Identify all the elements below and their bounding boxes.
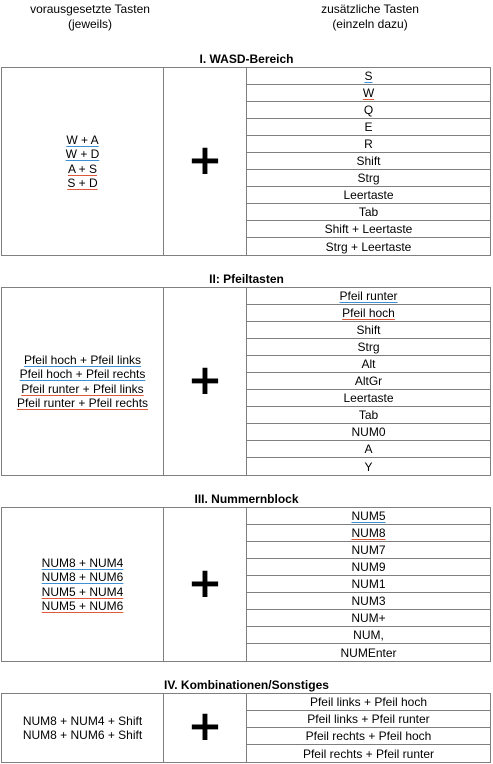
key-label: Strg (357, 340, 380, 354)
combo-entry: Pfeil hoch + Pfeil links (23, 352, 142, 367)
key-label: Pfeil rechts + Pfeil hoch (305, 729, 432, 743)
key-label: W (362, 86, 375, 100)
key-label: Strg + Leertaste (325, 239, 412, 254)
key-combination-table (1, 507, 491, 662)
key-row (247, 373, 490, 390)
key-label: S (364, 69, 373, 83)
section-title: III. Nummernblock (194, 492, 299, 506)
key-row (247, 407, 490, 424)
key-label: Pfeil links + Pfeil runter (307, 712, 430, 726)
key-row (247, 136, 490, 153)
header-additional-keys (255, 2, 485, 32)
key-label: Pfeil links + Pfeil hoch (309, 695, 428, 709)
key-label: NUM7 (351, 543, 386, 557)
plus-icon: + (187, 354, 223, 404)
key-row (247, 153, 490, 170)
section-title: IV. Kombinationen/Sonstiges (164, 678, 329, 692)
key-row (247, 745, 490, 762)
key-row (247, 542, 490, 559)
plus-cell (164, 68, 247, 255)
key-row (247, 525, 490, 542)
key-row (247, 508, 490, 525)
combo-entry: A + S (67, 161, 98, 176)
prerequisite-combos-cell (2, 288, 164, 475)
combo-entry: NUM8 + NUM4 + Shift (22, 713, 143, 728)
additional-keys-list (247, 508, 490, 661)
plus-icon: + (187, 557, 223, 607)
key-label: Shift (356, 154, 381, 168)
combo-entry: Pfeil runter + Pfeil rechts (16, 396, 149, 410)
key-label: Pfeil rechts + Pfeil runter (302, 746, 435, 761)
additional-keys-list (247, 694, 490, 762)
key-label: Shift (356, 323, 381, 337)
key-row (247, 102, 490, 119)
combo-entry: NUM5 + NUM4 (41, 584, 124, 599)
key-row (247, 238, 490, 255)
key-row (247, 204, 490, 221)
key-row (247, 339, 490, 356)
header-left-line1: vorausgesetzte Tasten (30, 2, 150, 16)
key-label: R (364, 137, 373, 151)
key-label: Leertaste (343, 391, 394, 405)
combo-entry: NUM5 + NUM6 (41, 599, 124, 613)
key-row (247, 170, 490, 187)
key-row (247, 711, 490, 728)
combo-entry: NUM8 + NUM6 (41, 570, 124, 584)
key-label: Shift + Leertaste (324, 222, 413, 236)
key-row (247, 458, 490, 475)
key-label: Alt (361, 357, 376, 371)
key-row (247, 85, 490, 102)
key-label: NUM+ (351, 611, 386, 625)
plus-cell (164, 288, 247, 475)
section-title: II: Pfeiltasten (209, 272, 284, 286)
key-combination-table (1, 67, 491, 256)
header-right-line2: (einzeln dazu) (332, 17, 408, 31)
key-row (247, 627, 490, 644)
key-row (247, 322, 490, 339)
prerequisite-combos-cell (2, 68, 164, 255)
key-combination-table (1, 287, 491, 476)
key-label: NUM5 (351, 509, 386, 523)
key-row (247, 559, 490, 576)
plus-icon: + (187, 134, 223, 184)
prerequisite-combos-cell (2, 694, 164, 762)
combo-entry: S + D (67, 176, 98, 190)
key-label: NUM, (353, 628, 384, 642)
key-label: AltGr (354, 374, 383, 388)
combo-entry: Pfeil hoch + Pfeil rechts (19, 367, 146, 381)
section-title: I. WASD-Bereich (199, 52, 294, 66)
combo-entry: NUM8 + NUM6 + Shift (22, 728, 143, 742)
key-label: Y (364, 459, 373, 474)
combo-entry: W + D (65, 147, 100, 161)
key-row (247, 610, 490, 627)
key-label: NUM1 (351, 577, 386, 591)
combo-entry: Pfeil runter + Pfeil links (21, 381, 144, 396)
key-label: NUM0 (351, 425, 386, 439)
key-label: E (364, 120, 373, 134)
key-label: NUM8 (351, 526, 386, 540)
key-row (247, 441, 490, 458)
combo-entry: NUM8 + NUM4 (41, 555, 124, 570)
key-row (247, 576, 490, 593)
key-label: Tab (358, 205, 379, 219)
additional-keys-list (247, 68, 490, 255)
key-label: Q (363, 103, 374, 117)
key-row (247, 119, 490, 136)
key-label: Tab (358, 408, 379, 422)
header-right-line1: zusätzliche Tasten (321, 2, 419, 16)
key-row (247, 68, 490, 85)
key-combination-table (1, 693, 491, 763)
key-label: NUM3 (351, 594, 386, 608)
plus-cell (164, 508, 247, 661)
key-label: Strg (357, 171, 380, 185)
additional-keys-list (247, 288, 490, 475)
key-row (247, 288, 490, 305)
combo-entry: W + A (66, 132, 99, 147)
key-label: NUMEnter (340, 645, 397, 660)
key-label: Pfeil hoch (342, 306, 395, 320)
key-row (247, 728, 490, 745)
key-row (247, 644, 490, 661)
key-row (247, 424, 490, 441)
key-row (247, 221, 490, 238)
header-prerequisite-keys (0, 2, 180, 32)
key-row (247, 593, 490, 610)
key-label: Leertaste (343, 188, 394, 202)
key-label: NUM9 (351, 560, 386, 574)
key-row (247, 356, 490, 373)
key-label: Pfeil runter (339, 289, 398, 303)
key-row (247, 305, 490, 322)
header-left-line2: (jeweils) (67, 17, 112, 31)
plus-cell (164, 694, 247, 762)
key-row (247, 390, 490, 407)
key-label: A (364, 442, 373, 456)
key-row (247, 694, 490, 711)
prerequisite-combos-cell (2, 508, 164, 661)
plus-icon: + (187, 701, 223, 750)
key-row (247, 187, 490, 204)
